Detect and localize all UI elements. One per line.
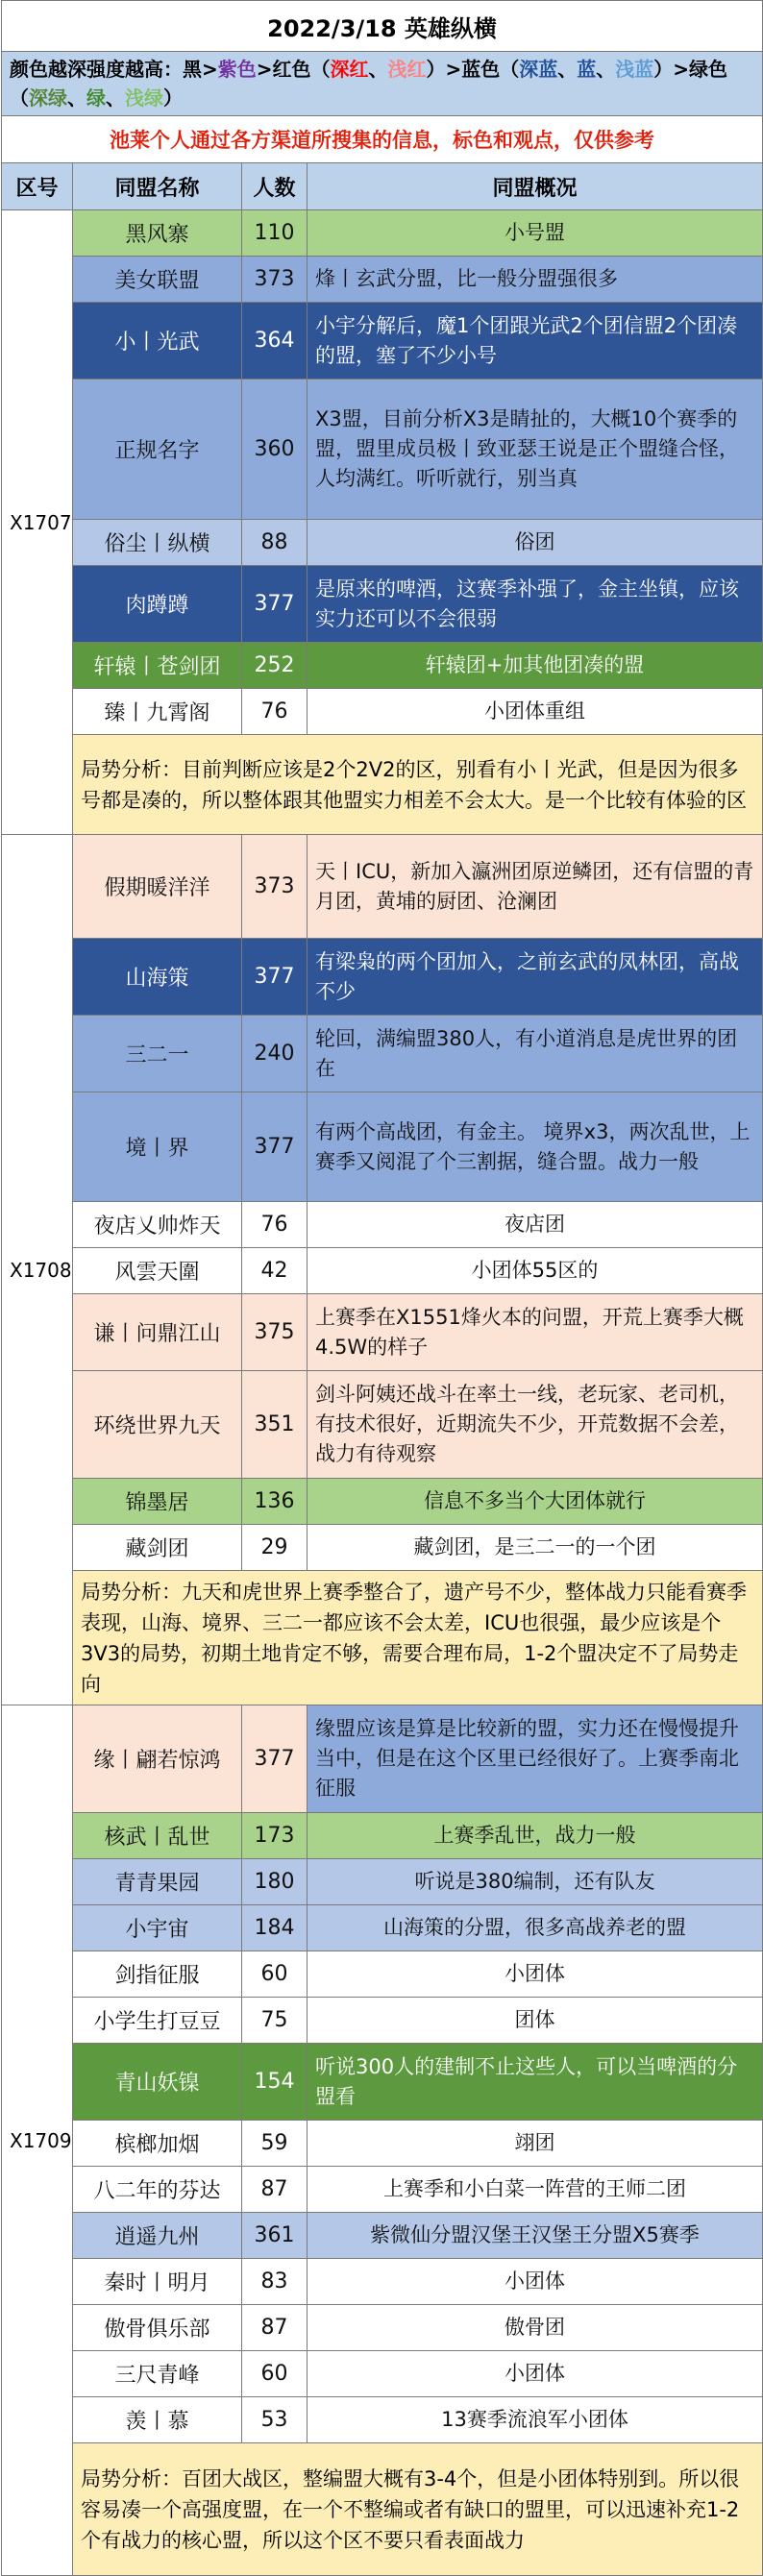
alliance-count: 110 bbox=[242, 210, 308, 257]
alliance-count: 75 bbox=[242, 1998, 308, 2044]
alliance-count: 59 bbox=[242, 2121, 308, 2167]
title-row bbox=[2, 1, 763, 52]
alliance-count: 377 bbox=[242, 1092, 308, 1202]
alliance-table bbox=[1, 0, 763, 2576]
table-row bbox=[2, 2044, 763, 2121]
table-row bbox=[2, 1092, 763, 1202]
alliance-summary: 轮回，满编盟380人，有小道消息是虎世界的团在 bbox=[308, 1016, 763, 1092]
page-title: 2022/3/18 英雄纵横 bbox=[2, 1, 763, 52]
alliance-count: 240 bbox=[242, 1016, 308, 1092]
table-row bbox=[2, 303, 763, 380]
alliance-name: 假期暖洋洋 bbox=[73, 835, 242, 939]
region-id: X1708 bbox=[2, 835, 73, 1705]
alliance-summary: 轩辕团+加其他团凑的盟 bbox=[308, 643, 763, 689]
alliance-count: 60 bbox=[242, 1951, 308, 1998]
notice-row bbox=[2, 116, 763, 163]
alliance-name: 俗尘丨纵横 bbox=[73, 520, 242, 566]
alliance-count: 83 bbox=[242, 2259, 308, 2305]
alliance-name: 小学生打豆豆 bbox=[73, 1998, 242, 2044]
alliance-summary: 山海策的分盟，很多高战养老的盟 bbox=[308, 1905, 763, 1951]
table-row bbox=[2, 1951, 763, 1998]
legend-purple: 紫色 bbox=[217, 58, 257, 81]
alliance-summary: 紫微仙分盟汉堡王汉堡王分盟X5赛季 bbox=[308, 2213, 763, 2259]
alliance-count: 364 bbox=[242, 303, 308, 380]
alliance-name: 缘丨翩若惊鸿 bbox=[73, 1705, 242, 1813]
table-row bbox=[2, 2259, 763, 2305]
alliance-name: 青青果园 bbox=[73, 1859, 242, 1905]
alliance-name: 黑风寨 bbox=[73, 210, 242, 257]
analysis-row bbox=[2, 735, 763, 835]
alliance-name: 夜店乂帅炸天 bbox=[73, 1202, 242, 1248]
legend-sep: >红色（ bbox=[256, 58, 331, 81]
alliance-count: 377 bbox=[242, 939, 308, 1016]
table-row bbox=[2, 380, 763, 520]
alliance-summary: 剑斗阿姨还战斗在率土一线，老玩家、老司机，有技术很好，近期流失不少，开荒数据不会差，战力有待观察 bbox=[308, 1371, 763, 1479]
alliance-count: 184 bbox=[242, 1905, 308, 1951]
alliance-count: 29 bbox=[242, 1525, 308, 1571]
alliance-count: 154 bbox=[242, 2044, 308, 2121]
table-row bbox=[2, 939, 763, 1016]
table-row bbox=[2, 1202, 763, 1248]
situation-analysis: 局势分析：九天和虎世界上赛季整合了，遗产号不少，整体战力只能看赛季表现，山海、境界、三二一都应该不会太差，ICU也很强，最少应该是个3V3的局势，初期土地肯定不够，需要合理布局，1-2个盟决定不了局势走向 bbox=[73, 1571, 763, 1705]
alliance-count: 373 bbox=[242, 257, 308, 303]
table-row bbox=[2, 2397, 763, 2443]
table-row bbox=[2, 2305, 763, 2351]
table-row bbox=[2, 520, 763, 566]
alliance-count: 377 bbox=[242, 1705, 308, 1813]
alliance-name: 三尺青峰 bbox=[73, 2351, 242, 2397]
alliance-summary: 有两个高战团，有金主。 境界x3，两次乱世，上赛季又阅混了个三割据，缝合盟。战力一般 bbox=[308, 1092, 763, 1202]
alliance-summary: 团体 bbox=[308, 1998, 763, 2044]
alliance-summary: 小号盟 bbox=[308, 210, 763, 257]
legend-blue: 蓝 bbox=[577, 58, 597, 81]
alliance-summary: 13赛季流浪军小团体 bbox=[308, 2397, 763, 2443]
alliance-summary: 小宇分解后，魔1个团跟光武2个团信盟2个团凑的盟，塞了不少小号 bbox=[308, 303, 763, 380]
alliance-name: 小丨光武 bbox=[73, 303, 242, 380]
alliance-name: 风雲天圍 bbox=[73, 1248, 242, 1294]
header-name: 同盟名称 bbox=[73, 163, 242, 210]
table-row bbox=[2, 1705, 763, 1813]
alliance-summary: X3盟，目前分析X3是睛扯的，大概10个赛季的盟，盟里成员极丨致亚瑟王说是正个盟缝合怪，人均满红。听听就行，别当真 bbox=[308, 380, 763, 520]
alliance-summary: 傲骨团 bbox=[308, 2305, 763, 2351]
legend-light-red: 浅红 bbox=[387, 58, 427, 81]
legend-sep: 、 bbox=[596, 58, 616, 81]
analysis-row bbox=[2, 1571, 763, 1705]
legend-sep: 、 bbox=[106, 86, 125, 110]
table-row bbox=[2, 1859, 763, 1905]
table-row bbox=[2, 689, 763, 735]
header-region: 区号 bbox=[2, 163, 73, 210]
alliance-summary: 是原来的啤酒，这赛季补强了，金主坐镇，应该实力还可以不会很弱 bbox=[308, 566, 763, 643]
table-row bbox=[2, 566, 763, 643]
table-row bbox=[2, 2213, 763, 2259]
alliance-count: 88 bbox=[242, 520, 308, 566]
region-id: X1707 bbox=[2, 210, 73, 835]
alliance-summary: 听说是380编制，还有队友 bbox=[308, 1859, 763, 1905]
alliance-summary: 天丨ICU，新加入瀛洲团原逆鳞团，还有信盟的青月团，黄埔的厨团、沧澜团 bbox=[308, 835, 763, 939]
alliance-count: 76 bbox=[242, 689, 308, 735]
alliance-count: 60 bbox=[242, 2351, 308, 2397]
alliance-name: 秦时丨明月 bbox=[73, 2259, 242, 2305]
table-row bbox=[2, 1525, 763, 1571]
alliance-summary: 翊团 bbox=[308, 2121, 763, 2167]
alliance-name: 剑指征服 bbox=[73, 1951, 242, 1998]
table-row bbox=[2, 2121, 763, 2167]
header-row bbox=[2, 163, 763, 210]
alliance-count: 377 bbox=[242, 566, 308, 643]
color-legend bbox=[2, 52, 763, 116]
alliance-name: 青山妖镍 bbox=[73, 2044, 242, 2121]
alliance-summary: 上赛季在X1551烽火本的问盟，开荒上赛季大概4.5W的样子 bbox=[308, 1294, 763, 1371]
legend-sep: ）>绿色（ bbox=[10, 58, 728, 110]
alliance-summary: 听说300人的建制不止这些人，可以当啤酒的分盟看 bbox=[308, 2044, 763, 2121]
alliance-name: 肉蹲蹲 bbox=[73, 566, 242, 643]
table-row bbox=[2, 1371, 763, 1479]
alliance-name: 锦墨居 bbox=[73, 1479, 242, 1525]
alliance-count: 136 bbox=[242, 1479, 308, 1525]
alliance-count: 375 bbox=[242, 1294, 308, 1371]
alliance-count: 76 bbox=[242, 1202, 308, 1248]
alliance-summary: 信息不多当个大团体就行 bbox=[308, 1479, 763, 1525]
alliance-summary: 藏剑团，是三二一的一个团 bbox=[308, 1525, 763, 1571]
legend-black: 黑 bbox=[183, 58, 202, 81]
table-row bbox=[2, 1248, 763, 1294]
table-row bbox=[2, 2351, 763, 2397]
legend-dark-red: 深红 bbox=[330, 58, 369, 81]
alliance-name: 傲骨俱乐部 bbox=[73, 2305, 242, 2351]
disclaimer-notice: 池莱个人通过各方渠道所搜集的信息，标色和观点，仅供参考 bbox=[2, 116, 763, 163]
table-row bbox=[2, 1294, 763, 1371]
legend-sep: 、 bbox=[368, 58, 388, 81]
legend-light-green: 浅绿 bbox=[125, 86, 163, 110]
region-id: X1709 bbox=[2, 1705, 73, 2576]
legend-sep: 、 bbox=[67, 86, 86, 110]
alliance-summary: 小团体55区的 bbox=[308, 1248, 763, 1294]
alliance-count: 252 bbox=[242, 643, 308, 689]
alliance-name: 藏剑团 bbox=[73, 1525, 242, 1571]
table-row bbox=[2, 257, 763, 303]
alliance-count: 360 bbox=[242, 380, 308, 520]
alliance-summary: 小团体 bbox=[308, 2259, 763, 2305]
alliance-name: 核武丨乱世 bbox=[73, 1813, 242, 1859]
alliance-summary: 俗团 bbox=[308, 520, 763, 566]
table-row bbox=[2, 835, 763, 939]
situation-analysis: 局势分析：目前判断应该是2个2V2的区，别看有小丨光武，但是因为很多号都是凑的，所以整体跟其他盟实力相差不会太大。是一个比较有体验的区 bbox=[73, 735, 763, 835]
table-row bbox=[2, 1998, 763, 2044]
header-count: 人数 bbox=[242, 163, 308, 210]
header-summary: 同盟概况 bbox=[308, 163, 763, 210]
alliance-count: 87 bbox=[242, 2167, 308, 2213]
alliance-name: 小宇宙 bbox=[73, 1905, 242, 1951]
alliance-name: 正规名字 bbox=[73, 380, 242, 520]
table-row bbox=[2, 1813, 763, 1859]
alliance-summary: 上赛季和小白菜一阵营的王师二团 bbox=[308, 2167, 763, 2213]
alliance-summary: 有梁枭的两个团加入，之前玄武的凤林团，高战不少 bbox=[308, 939, 763, 1016]
legend-sep: ）>蓝色（ bbox=[426, 58, 520, 81]
alliance-name: 山海策 bbox=[73, 939, 242, 1016]
legend-dark-green: 深绿 bbox=[29, 86, 67, 110]
alliance-name: 环绕世界九天 bbox=[73, 1371, 242, 1479]
alliance-summary: 烽丨玄武分盟，比一般分盟强很多 bbox=[308, 257, 763, 303]
alliance-count: 87 bbox=[242, 2305, 308, 2351]
table-row bbox=[2, 1016, 763, 1092]
legend-light-blue: 浅蓝 bbox=[615, 58, 654, 81]
alliance-name: 槟榔加烟 bbox=[73, 2121, 242, 2167]
legend-sep: 、 bbox=[557, 58, 578, 81]
table-row bbox=[2, 210, 763, 257]
legend-sep: ） bbox=[163, 86, 183, 110]
alliance-count: 42 bbox=[242, 1248, 308, 1294]
alliance-count: 373 bbox=[242, 835, 308, 939]
situation-analysis: 局势分析：百团大战区，整编盟大概有3-4个，但是小团体特别到。所以很容易凑一个高强度盟，在一个不整编或者有缺口的盟里，可以迅速补充1-2个有战力的核心盟，所以这个区不要只看表面战力 bbox=[73, 2443, 763, 2576]
analysis-row bbox=[2, 2443, 763, 2576]
table-row bbox=[2, 1905, 763, 1951]
alliance-name: 八二年的芬达 bbox=[73, 2167, 242, 2213]
alliance-summary: 上赛季乱世，战力一般 bbox=[308, 1813, 763, 1859]
alliance-count: 53 bbox=[242, 2397, 308, 2443]
legend-green: 绿 bbox=[86, 86, 106, 110]
legend-dark-blue: 深蓝 bbox=[519, 58, 558, 81]
alliance-name: 美女联盟 bbox=[73, 257, 242, 303]
alliance-summary: 缘盟应该是算是比较新的盟，实力还在慢慢提升当中，但是在这个区里已经很好了。上赛季南北征服 bbox=[308, 1705, 763, 1813]
legend-sep: > bbox=[202, 58, 218, 81]
alliance-name: 三二一 bbox=[73, 1016, 242, 1092]
alliance-summary: 小团体 bbox=[308, 1951, 763, 1998]
table-row bbox=[2, 643, 763, 689]
alliance-name: 谦丨问鼎江山 bbox=[73, 1294, 242, 1371]
alliance-summary: 小团体重组 bbox=[308, 689, 763, 735]
alliance-count: 361 bbox=[242, 2213, 308, 2259]
table-row bbox=[2, 2167, 763, 2213]
alliance-name: 逍遥九州 bbox=[73, 2213, 242, 2259]
table-row bbox=[2, 1479, 763, 1525]
alliance-count: 351 bbox=[242, 1371, 308, 1479]
alliance-name: 境丨界 bbox=[73, 1092, 242, 1202]
alliance-name: 轩辕丨苍剑团 bbox=[73, 643, 242, 689]
alliance-count: 173 bbox=[242, 1813, 308, 1859]
legend-row bbox=[2, 52, 763, 116]
legend-prefix: 颜色越深强度越高： bbox=[10, 58, 183, 81]
alliance-name: 臻丨九霄阁 bbox=[73, 689, 242, 735]
alliance-summary: 夜店团 bbox=[308, 1202, 763, 1248]
alliance-summary: 小团体 bbox=[308, 2351, 763, 2397]
alliance-count: 180 bbox=[242, 1859, 308, 1905]
alliance-name: 羡丨慕 bbox=[73, 2397, 242, 2443]
